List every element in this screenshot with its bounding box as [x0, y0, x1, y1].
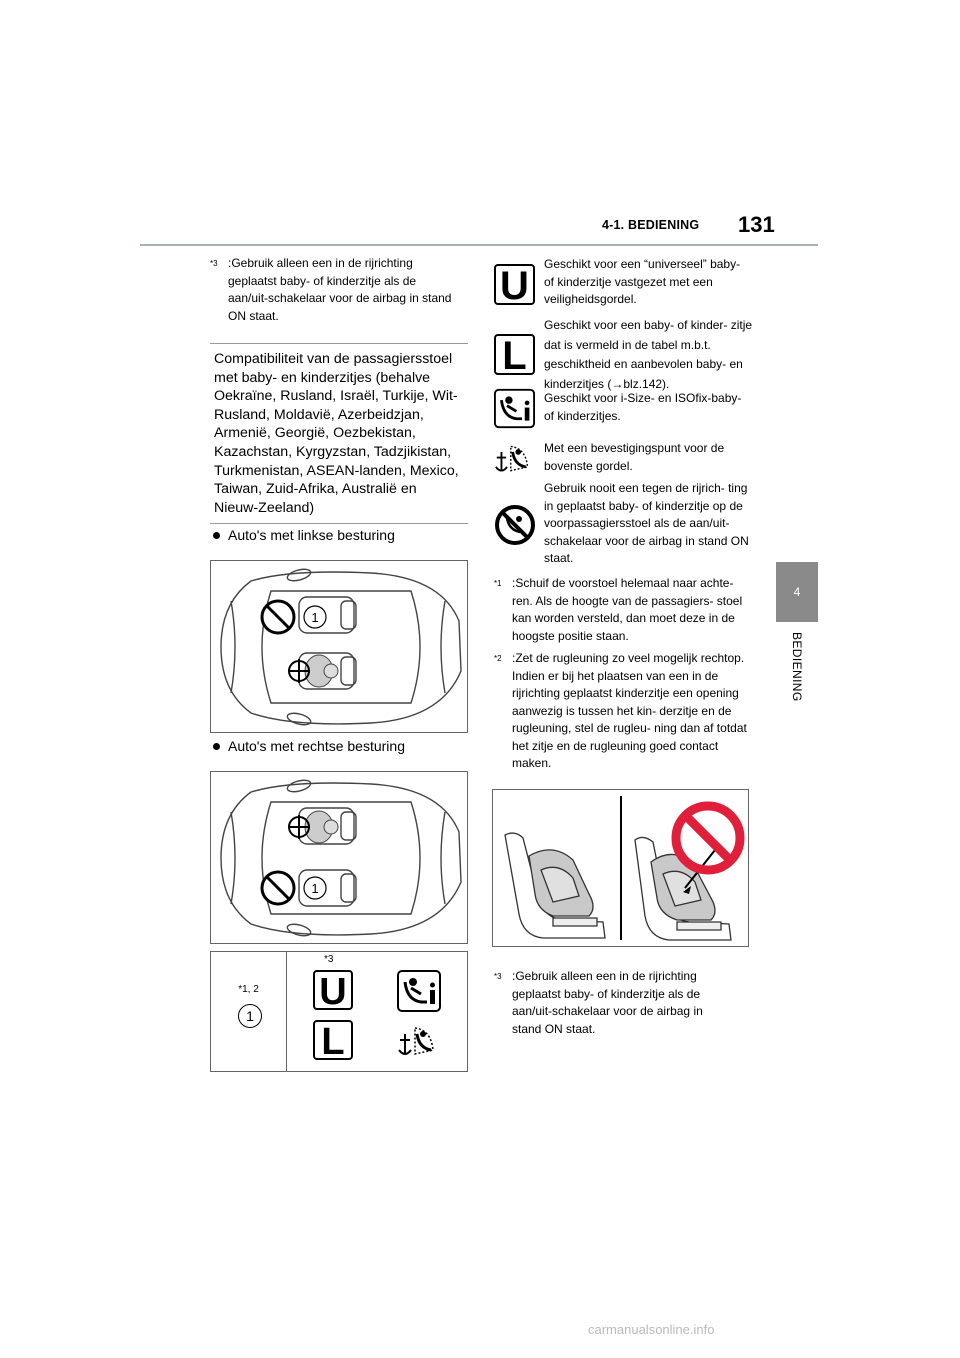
- seat-number-label: 1: [311, 610, 319, 625]
- header-divider: [140, 244, 818, 246]
- top-tether-anchor-icon: [494, 438, 535, 479]
- car-top-view-rhd: [211, 772, 467, 943]
- legend-text: Gebruik nooit een tegen de rijrich- ting in geplaatst baby- of kinderzitje op de voorpassagiersstoel als de aan/uit-schakelaar voor de airbag in stand ON staat.: [544, 481, 749, 565]
- section-title: 4-1. BEDIENING: [602, 218, 700, 232]
- child-seat-illustration: [493, 790, 748, 946]
- note-3-text: :Gebruik alleen een in de rijrichting geplaatst baby- of kinderzitje als de aan/uit-schakelaar voor de airbag in stand ON staat.: [228, 256, 452, 323]
- table-isize-icon: [397, 970, 441, 1012]
- table-L-icon: L: [313, 1020, 353, 1060]
- table-col2-header: *3: [324, 954, 334, 965]
- note-1-text: :Schuif de voorstoel helemaal naar achte- ren. Als de hoogte van de passagiers- stoel kan worden versteld, dan moet deze in de hoogste positie staan.: [512, 576, 743, 643]
- table-col1-header: *1, 2: [238, 984, 259, 995]
- legend-text: Geschikt voor een baby- of kinder- zitje dat is vermeld in de tabel m.b.t. geschiktheid en aanbevolen baby- en kinderzitjes (→blz.142).: [544, 318, 753, 391]
- legend-item-isize: [494, 388, 754, 434]
- note-3-bottom: $^{*3}$ :Gebruik alleen een in de rijrichting geplaatst baby- of kinderzitje als de aan/uit-schakelaar voor de airbag in stand ON staat.: [494, 968, 734, 1038]
- chapter-tab[interactable]: 4: [776, 562, 818, 622]
- legend-text: Geschikt voor een “universeel” baby- of kinderzitje vastgezet met een veiligheidsgordel.: [544, 257, 741, 306]
- no-rear-facing-seat-icon: [494, 504, 536, 546]
- note-3-top: $^{*3}$ :Gebruik alleen een in de rijrichting geplaatst baby- of kinderzitje als de aan/uit-schakelaar voor de airbag in stand ON staat.: [210, 255, 455, 325]
- page-number: 131: [738, 212, 775, 237]
- compatibility-heading: Compatibiliteit van de passagiersstoel met baby- en kinderzitjes (behalve Oekraïne, Rusland, Israël, Turkije, Wit-Rusland, Moldavië, Azerbeidzjan, Armenië, Georgië, Oezbekistan, Kazachstan, Kyrgyzstan, Tadzjikistan, Turkmenistan, ASEAN-landen, Mexico, Taiwan, Zuid-Afrika, Australië en Nieuw-Zeeland): [210, 343, 468, 524]
- L-letter-icon: L: [494, 334, 535, 375]
- note-3-bottom-text: :Gebruik alleen een in de rijrichting geplaatst baby- of kinderzitje als de aan/uit-schakelaar voor de airbag in stand ON staat.: [512, 969, 703, 1036]
- legend-item-no-rear-facing: [494, 480, 754, 570]
- car-figure-rhd: [210, 771, 468, 944]
- table-anchor-icon: [397, 1020, 441, 1062]
- legend-item-top-tether: [494, 438, 754, 484]
- legend-text: Met een bevestigingspunt voor de bovenste gordel.: [544, 441, 725, 473]
- note-2: $^{*2}$ :Zet de rugleuning zo veel mogelijk rechtop. Indien er bij het plaatsen van een in de rijrichting geplaatst kinderzitje een opening aanwezig is tussen het kin- derzitje en de rugleuning, stel de rugleu- ning dan af totdat het zitje en de rugleuning goed contact maken.: [494, 650, 754, 773]
- bullet-left-hand-drive: Auto's met linkse besturing: [210, 527, 395, 543]
- car-figure-lhd: [210, 560, 468, 733]
- bullet-icon: [213, 532, 220, 539]
- isize-seat-icon: [494, 388, 535, 429]
- car-top-view-lhd: [211, 561, 467, 732]
- legend-item-universal: [494, 256, 754, 316]
- table-divider: [286, 952, 287, 1071]
- U-letter-icon: U: [494, 264, 535, 305]
- table-seat-number: 1: [238, 1004, 262, 1028]
- legend-text: Geschikt voor i-Size- en ISOfix-baby- of kinderzitjes.: [544, 391, 742, 423]
- bullet-right-hand-drive: Auto's met rechtse besturing: [210, 738, 405, 754]
- legend-item-listed: [494, 316, 754, 391]
- bullet-icon: [213, 743, 220, 750]
- seat-number-label: 1: [311, 881, 319, 896]
- note-2-text: :Zet de rugleuning zo veel mogelijk rechtop. Indien er bij het plaatsen van een in de rijrichting geplaatst kinderzitje een opening aanwezig is tussen het kin- derzitje en de rugleuning, stel de rugleu- ning dan af totdat het zitje en de rugleuning goed contact maken.: [512, 651, 747, 770]
- table-U-icon: U: [313, 970, 353, 1010]
- watermark: carmanualsonline.info: [588, 1322, 715, 1337]
- chapter-label: BEDIENING: [790, 632, 804, 702]
- seatback-figure: [492, 789, 749, 947]
- note-1: $^{*1}$ :Schuif de voorstoel helemaal naar achte- ren. Als de hoogte van de passagiers- stoel kan worden versteld, dan moet deze in de hoogste positie staan.: [494, 575, 754, 645]
- suitability-table: [210, 951, 468, 1072]
